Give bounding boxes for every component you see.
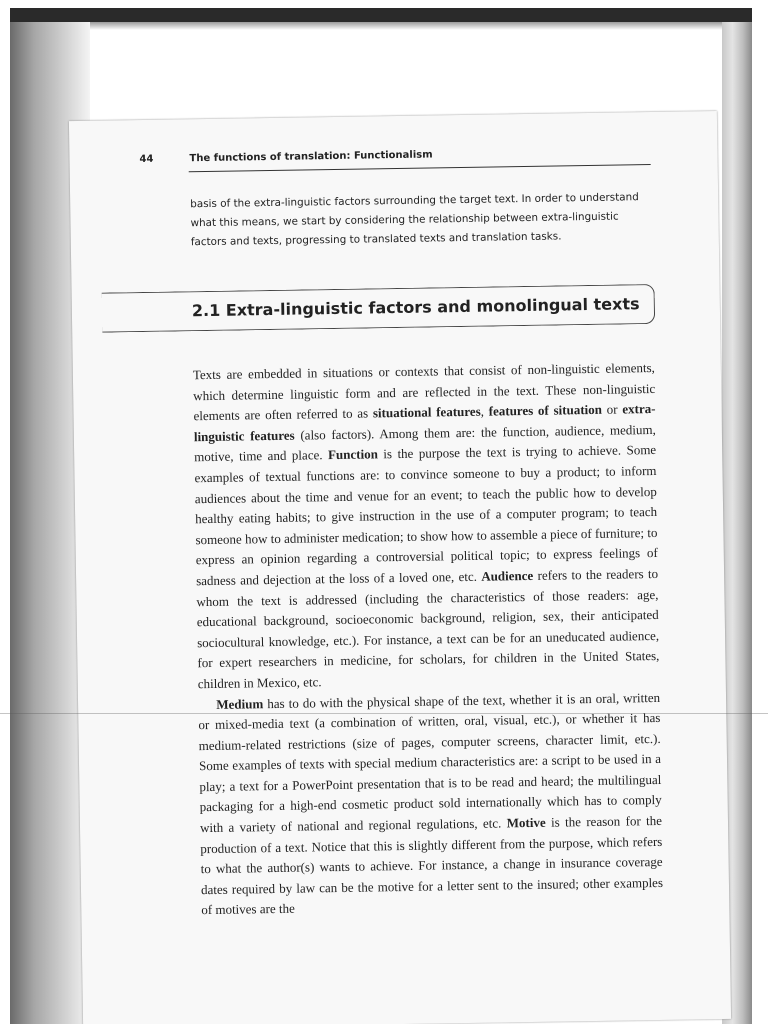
p1-text-2: ,	[480, 403, 489, 419]
page-number: 44	[139, 153, 154, 166]
term-situational-features: situational features	[372, 403, 481, 421]
running-title: The functions of translation: Functionalism	[189, 149, 433, 165]
scanner-top-edge	[10, 8, 752, 22]
p1-text-1: Texts are embedded in situations or contexts that consist of non-linguistic elements, which determine linguistic form and are reflected in the text. These non-linguistic elements are often referred to as	[192, 359, 656, 424]
p1-text-3: or	[601, 401, 623, 417]
p1-text-6: refers to the readers to whom the text is addressed (including the characteristics of those readers: age, educational background, socioeconomic background, religion, sex, their anticipated sociocultural knowledge, etc.). For instance, a text can be for an uneducated audience, for expert researchers in medicine, for scholars, for children in the United States, children in Mexico, etc.	[196, 565, 660, 692]
term-function: Function	[327, 446, 378, 463]
paragraph-medium	[198, 687, 664, 921]
term-features-of-situation: features of situation	[488, 401, 603, 419]
term-motive: Motive	[506, 814, 546, 831]
scan-artifact-line	[0, 713, 768, 714]
p1-text-5: is the purpose the text is trying to achieve. Some examples of textual functions are: to convince someone to buy a product; to inform audiences about the time and venue for an event; to teach the public how to develop healthy eating habits; to give instruction in the use of a computer program; to teach someone how to administer medication; to show how to assemble a piece of furniture; to express an opinion regarding a controversial political topic; to express feelings of sadness and dejection at the loss of a loved one, etc.	[194, 442, 658, 589]
term-audience: Audience	[481, 567, 534, 584]
p2-text-1: has to do with the physical shape of the text, whether it is an oral, written or mixed-media text (a combination of written, oral, visual, etc.), or whether it has medium-related restrictions (size of pages, computer screens, character limit, etc.). Some examples of texts with special medium characteristics are: a script to be used in a play; a text for a PowerPoint presentation that is to be read and heard; the multilingual packaging for a high-end cosmetic product sold internationally which has to comply with a variety of national and regional regulations, etc.	[198, 689, 662, 836]
header-rule	[189, 164, 651, 172]
p2-text-2: is the reason for the production of a text. Notice that this is slightly different from the purpose, which refers to what the author(s) wants to achieve. For instance, a change in insurance coverage dates required by law can be the motive for a letter sent to the insured; other examples of motives are the	[200, 812, 664, 918]
term-extra-linguistic-features: extra-linguistic features	[193, 401, 656, 445]
body-text	[193, 358, 664, 921]
term-medium: Medium	[216, 695, 264, 712]
p1-text-4: (also factors). Among them are: the function, audience, medium, motive, time and place.	[194, 421, 656, 465]
section-heading: 2.1 Extra-linguistic factors and monolingual texts	[191, 294, 640, 321]
intro-paragraph: basis of the extra-linguistic factors surrounding the target text. In order to understand what this means, we start by considering the relationship between extra-linguistic factors and texts, progressing to translated texts and translation tasks.	[190, 191, 639, 249]
paragraph-situational-features	[193, 358, 660, 695]
running-head	[139, 146, 649, 166]
scanner-top-shadow	[10, 22, 752, 30]
page-content	[69, 111, 731, 1024]
